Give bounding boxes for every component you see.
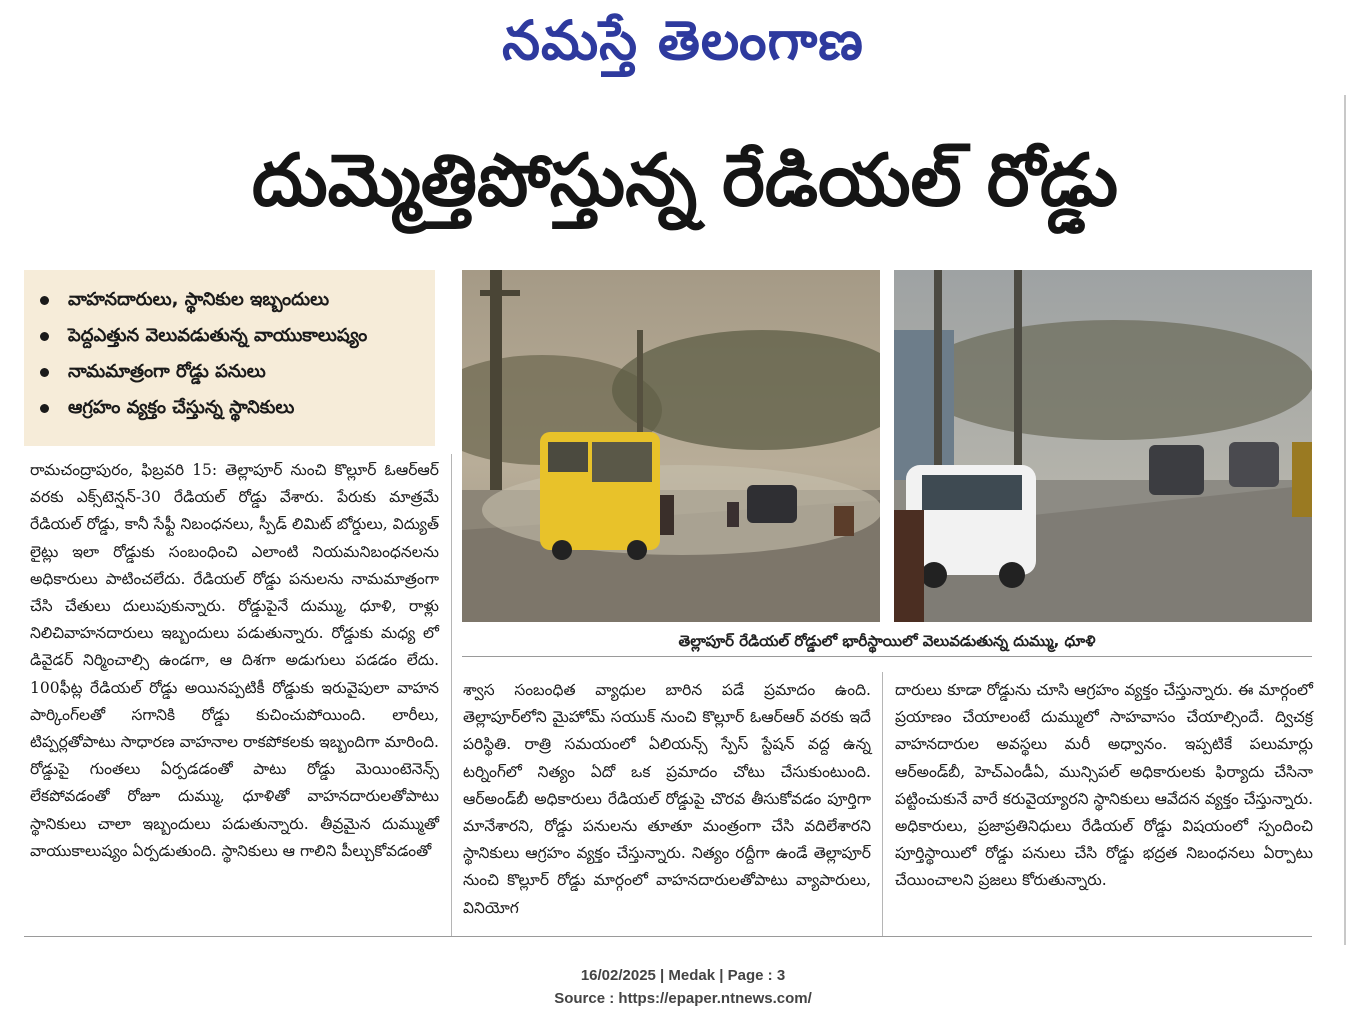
bottom-rule xyxy=(24,936,1312,937)
column-divider xyxy=(882,672,883,936)
caption-rule xyxy=(462,656,1312,657)
highlight-item: పెద్దఎత్తున వెలువడుతున్న వాయుకాలుష్యం xyxy=(34,318,425,354)
newspaper-masthead: నమస్తే తెలంగాణ xyxy=(502,9,864,72)
footer-source-link[interactable]: Source : https://epaper.ntnews.com/ xyxy=(554,990,812,1007)
bullet-icon xyxy=(40,332,49,341)
photo-caption: తెల్లాపూర్ రేడియల్ రోడ్డులో భారీస్థాయిలో వెలువడుతున్న దుమ్ము, ధూళి xyxy=(678,632,1096,650)
highlights-box xyxy=(24,270,435,446)
page-edge-line xyxy=(1344,95,1346,945)
article-column-2: శ్వాస సంబంధిత వ్యాధుల బారిన పడే ప్రమాదం ఉంది. తెల్లాపూర్‌లోని మైహోమ్ సయుక్ నుంచి కొల్లూర్ ఓఆర్ఆర్ వరకు ఇదే పరిస్థితి. రాత్రి సమయంలో ఏలియన్స్ స్పేస్ స్టేషన్ వద్ద ఉన్న టర్నింగ్‌లో నిత్యం ఏదో ఒక ప్రమాదం చోటు చేసుకుంటుంది. ఆర్అండ్‌బీ అధికారులు రేడియల్ రోడ్డుపై చొరవ తీసుకోవడం పూర్తిగా మానేశారని, రోడ్డు పనులను తూతూ మంత్రంగా చేసి వదిలేశారని స్థానికులు ఆగ్రహం వ్యక్తం చేస్తున్నారు. నిత్యం రద్దీగా ఉండే తెల్లాపూర్ నుంచి కొల్లూర్ రోడ్డు మార్గంలో వాహనదారులతోపాటు వ్యాపారులు, వినియోగ xyxy=(463,681,871,917)
bullet-icon xyxy=(40,404,49,413)
dusty-road-car-photo xyxy=(894,270,1312,622)
dusty-road-bus-photo xyxy=(462,270,880,622)
yellow-bus xyxy=(540,432,660,560)
article-column-3: దారులు కూడా రోడ్డును చూసి ఆగ్రహం వ్యక్తం చేస్తున్నారు. ఈ మార్గంలో ప్రయాణం చేయాలంటే దుమ్ములో సాహవాసం చేయాల్సిందే. ద్విచక్ర వాహనదారుల అవస్థలు మరీ అధ్వానం. ఇప్పటికే పలుమార్లు ఆర్అండ్‌బీ, హెచ్ఎండీఏ, మున్సిపల్ అధికారులకు ఫిర్యాదు చేసినా పట్టించుకునే వారే కరువైయ్యారని స్థానికులు ఆవేదన వ్యక్తం చేస్తున్నారు. అధికారులు, ప్రజాప్రతినిధులు రేడియల్ రోడ్డు విషయంలో స్పందించి పూర్తిస్థాయిలో రోడ్డు పనులు చేసి రోడ్డు భద్రత నిబంధనలు ఏర్పాటు చేయించాలని ప్రజలు కోరుతున్నారు. xyxy=(895,681,1313,890)
white-car xyxy=(906,465,1036,588)
bullet-icon xyxy=(40,368,49,377)
column-divider xyxy=(451,454,452,936)
footer-date-edition: 16/02/2025 | Medak | Page : 3 xyxy=(580,967,786,984)
article-headline: దుమ్మెత్తిపోస్తున్న రేడియల్ రోడ్డు xyxy=(251,138,1119,222)
highlight-item: ఆగ్రహం వ్యక్తం చేస్తున్న స్థానికులు xyxy=(34,390,425,426)
article-column-1: రామచంద్రాపురం, ఫిబ్రవరి 15: తెల్లాపూర్ నుంచి కొల్లూర్ ఓఆర్ఆర్ వరకు ఎక్స్‌టెన్షన్-30 రేడియల్ రోడ్డు వేశారు. పేరుకు మాత్రమే రేడియల్ రోడ్డు, కానీ సేఫ్టీ నిబంధనలు, స్పీడ్ లిమిట్ బోర్డులు, విద్యుత్ లైట్లు ఇలా రోడ్డుకు సంబంధించి ఎలాంటి నియమనిబంధనలను అధికారులు పాటించలేదు. రేడియల్ రోడ్డు పనులను నామమాత్రంగా చేసి చేతులు దులుపుకున్నారు. రోడ్డుపైనే దుమ్ము, ధూళి, రాళ్లు నిలిచివాహనదారులు ఇబ్బందులు పడుతున్నారు. రోడ్డుకు మధ్య లో డివైడర్ నిర్మించాల్సి ఉండగా, ఆ దిశగా అడుగులు పడడం లేదు. 100ఫీట్ల రేడియల్ రోడ్డు అయినప్పటికీ రోడ్డుకు ఇరువైపులా వాహన పార్కింగ్‌లతో సగానికి రోడ్డు కుచించుపోయింది. లారీలు, టిప్పర్లతోపాటు సాధారణ వాహనాల రాకపోకలకు ఇబ్బందిగా మారింది. రోడ్డుపై గుంతలు ఏర్పడడంతో పాటు రోడ్డు మెయింటెనెన్స్ లేకపోవడంతో రోజూ దుమ్ము, ధూళితో వాహనదారులతోపాటు స్థానికులు చాలా ఇబ్బందులు పడుతున్నారు. తీవ్రమైన దుమ్ముతో వాయుకాలుష్యం ఏర్పడుతుంది. స్థానికులు ఆ గాలిని పీల్చుకోవడంతో xyxy=(30,461,439,860)
highlight-item: నామమాత్రంగా రోడ్డు పనులు xyxy=(34,354,425,390)
bullet-icon xyxy=(40,296,49,305)
highlight-item: వాహనదారులు, స్థానికుల ఇబ్బందులు xyxy=(34,282,425,318)
